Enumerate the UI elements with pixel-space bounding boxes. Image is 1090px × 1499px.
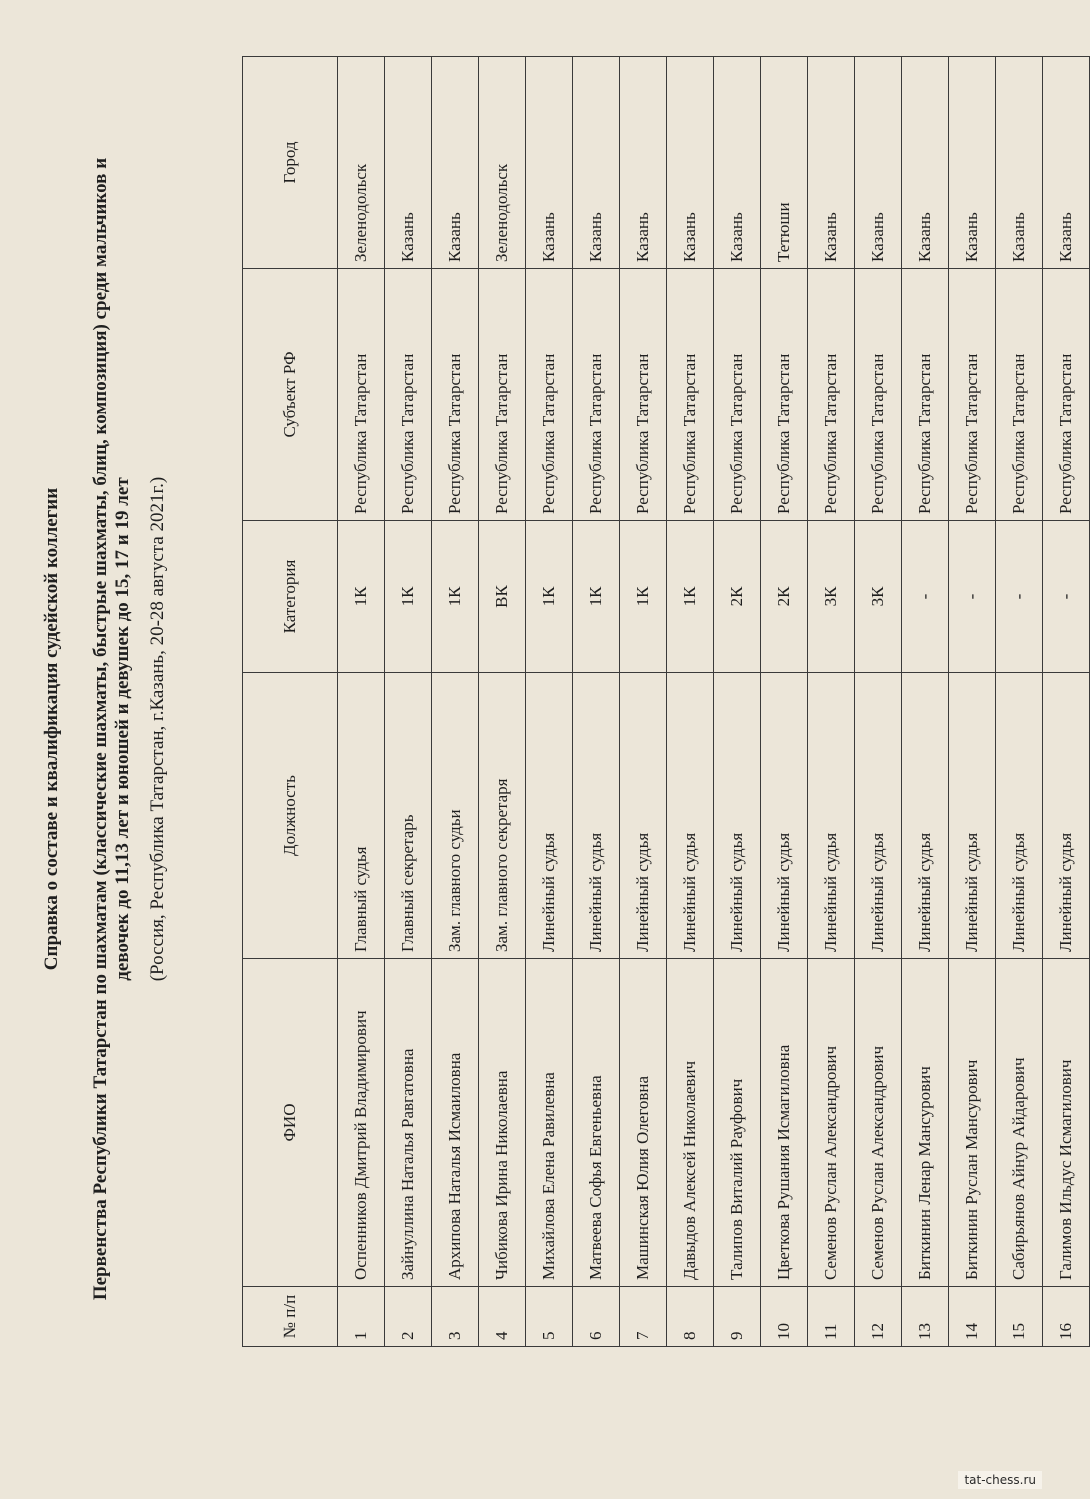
cell-role: Линейный судья (1043, 673, 1090, 959)
cell-num: 4 (479, 1287, 526, 1347)
cell-role: Линейный судья (902, 673, 949, 959)
cell-city: Казань (714, 57, 761, 269)
cell-category: 2К (714, 521, 761, 673)
cell-fio: Биткинин Ленар Мансурович (902, 959, 949, 1287)
table-row (949, 57, 996, 1347)
cell-city: Казань (949, 57, 996, 269)
cell-category: - (949, 521, 996, 673)
cell-region: Республика Татарстан (855, 269, 902, 521)
cell-category: 1К (432, 521, 479, 673)
cell-city: Казань (573, 57, 620, 269)
cell-region: Республика Татарстан (667, 269, 714, 521)
cell-fio: Сабирьянов Айнур Айдарович (996, 959, 1043, 1287)
cell-city: Казань (667, 57, 714, 269)
cell-category: 3К (808, 521, 855, 673)
cell-region: Республика Татарстан (996, 269, 1043, 521)
cell-city: Казань (432, 57, 479, 269)
cell-fio: Галимов Ильдус Исмагилович (1043, 959, 1090, 1287)
cell-role: Линейный судья (855, 673, 902, 959)
cell-city: Тетюши (761, 57, 808, 269)
cell-region: Республика Татарстан (808, 269, 855, 521)
cell-role: Линейный судья (573, 673, 620, 959)
cell-role: Зам. главного судьи (432, 673, 479, 959)
cell-city: Зеленодольск (479, 57, 526, 269)
cell-fio: Семенов Руслан Александрович (855, 959, 902, 1287)
cell-role: Линейный судья (620, 673, 667, 959)
cell-role: Линейный судья (949, 673, 996, 959)
cell-num: 7 (620, 1287, 667, 1347)
cell-fio: Машинская Юлия Олеговна (620, 959, 667, 1287)
cell-num: 8 (667, 1287, 714, 1347)
cell-num: 5 (526, 1287, 573, 1347)
cell-num: 3 (432, 1287, 479, 1347)
cell-num: 6 (573, 1287, 620, 1347)
cell-num: 1 (338, 1287, 385, 1347)
cell-category: 2К (761, 521, 808, 673)
table-row (432, 57, 479, 1347)
table-row (761, 57, 808, 1347)
cell-city: Казань (996, 57, 1043, 269)
cell-category: 1К (573, 521, 620, 673)
cell-region: Республика Татарстан (761, 269, 808, 521)
table-row (996, 57, 1043, 1347)
title-line-3: девочек до 11,13 лет и юношей и девушек до 15, 17 и 19 лет (112, 477, 133, 981)
cell-num: 12 (855, 1287, 902, 1347)
cell-category: 1К (526, 521, 573, 673)
cell-num: 13 (902, 1287, 949, 1347)
cell-fio: Матвеева Софья Евгеньевна (573, 959, 620, 1287)
cell-city: Казань (526, 57, 573, 269)
header-role: Должность (243, 673, 338, 959)
cell-region: Республика Татарстан (573, 269, 620, 521)
cell-region: Республика Татарстан (714, 269, 761, 521)
table-row (667, 57, 714, 1347)
cell-fio: Михайлова Елена Равилевна (526, 959, 573, 1287)
cell-region: Республика Татарстан (1043, 269, 1090, 521)
cell-fio: Семенов Руслан Александрович (808, 959, 855, 1287)
cell-fio: Биткинин Руслан Мансурович (949, 959, 996, 1287)
cell-city: Казань (902, 57, 949, 269)
cell-category: 3К (855, 521, 902, 673)
document-heading (40, 109, 170, 1349)
header-num: № п/п (243, 1287, 338, 1347)
table-row (902, 57, 949, 1347)
cell-region: Республика Татарстан (385, 269, 432, 521)
cell-city: Казань (855, 57, 902, 269)
cell-fio: Оспенников Дмитрий Владимирович (338, 959, 385, 1287)
header-category: Категория (243, 521, 338, 673)
cell-fio: Давыдов Алексей Николаевич (667, 959, 714, 1287)
table-row (620, 57, 667, 1347)
cell-role: Зам. главного секретаря (479, 673, 526, 959)
cell-city: Зеленодольск (338, 57, 385, 269)
cell-category: - (996, 521, 1043, 673)
cell-role: Линейный судья (526, 673, 573, 959)
cell-category: 1К (620, 521, 667, 673)
cell-region: Республика Татарстан (479, 269, 526, 521)
cell-city: Казань (385, 57, 432, 269)
cell-category: - (1043, 521, 1090, 673)
header-fio: ФИО (243, 959, 338, 1287)
cell-region: Республика Татарстан (949, 269, 996, 521)
cell-region: Республика Татарстан (620, 269, 667, 521)
cell-num: 9 (714, 1287, 761, 1347)
cell-city: Казань (620, 57, 667, 269)
cell-role: Линейный судья (808, 673, 855, 959)
cell-role: Главный судья (338, 673, 385, 959)
cell-region: Республика Татарстан (338, 269, 385, 521)
cell-fio: Талипов Виталий Рауфович (714, 959, 761, 1287)
cell-role: Линейный судья (667, 673, 714, 959)
table-header-row (243, 57, 338, 1347)
cell-role: Главный секретарь (385, 673, 432, 959)
cell-category: ВК (479, 521, 526, 673)
table-row (338, 57, 385, 1347)
cell-num: 14 (949, 1287, 996, 1347)
cell-num: 16 (1043, 1287, 1090, 1347)
cell-region: Республика Татарстан (902, 269, 949, 521)
cell-region: Республика Татарстан (432, 269, 479, 521)
cell-city: Казань (808, 57, 855, 269)
cell-role: Линейный судья (996, 673, 1043, 959)
cell-num: 10 (761, 1287, 808, 1347)
table-row (479, 57, 526, 1347)
table-row (1043, 57, 1090, 1347)
table-row (385, 57, 432, 1347)
title-line-1: Справка о составе и квалификация судейской коллегии (41, 487, 62, 971)
cell-role: Линейный судья (761, 673, 808, 959)
cell-fio: Архипова Наталья Исмаиловна (432, 959, 479, 1287)
table-row (714, 57, 761, 1347)
table-row (855, 57, 902, 1347)
cell-role: Линейный судья (714, 673, 761, 959)
table-body (338, 57, 1090, 1347)
table-row (526, 57, 573, 1347)
cell-category: 1К (385, 521, 432, 673)
cell-region: Республика Татарстан (526, 269, 573, 521)
cell-fio: Чибикова Ирина Николаевна (479, 959, 526, 1287)
location-line: (Россия, Республика Татарстан, г.Казань, 20-28 августа 2021г.) (147, 476, 168, 982)
cell-fio: Зайнуллина Наталья Равгатовна (385, 959, 432, 1287)
table-row (808, 57, 855, 1347)
judges-table (242, 56, 1090, 1347)
cell-category: 1К (667, 521, 714, 673)
site-watermark: tat-chess.ru (958, 1471, 1042, 1489)
cell-num: 2 (385, 1287, 432, 1347)
header-region: Субъект РФ (243, 269, 338, 521)
cell-num: 15 (996, 1287, 1043, 1347)
header-city: Город (243, 57, 338, 269)
cell-category: - (902, 521, 949, 673)
cell-num: 11 (808, 1287, 855, 1347)
table-row (573, 57, 620, 1347)
title-line-2: Первенства Республики Татарстан по шахматам (классические шахматы, быстрые шахматы, блиц, композиция) среди мальчиков и (90, 157, 111, 1301)
cell-category: 1К (338, 521, 385, 673)
cell-city: Казань (1043, 57, 1090, 269)
cell-fio: Цветкова Рушания Исмагиловна (761, 959, 808, 1287)
